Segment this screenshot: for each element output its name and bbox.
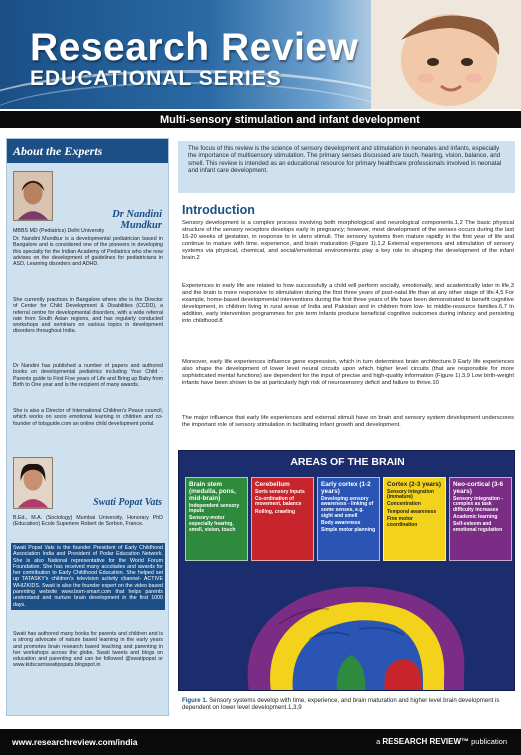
brain-illustration [209, 569, 489, 691]
stage-item: Self-esteem and emotional regulation [453, 521, 503, 534]
figure-title: AREAS OF THE BRAIN [290, 456, 405, 468]
stage-items [255, 490, 310, 516]
stage-item: Rolling, crawling [255, 508, 296, 515]
baby-photo [371, 0, 521, 112]
expert2-credentials: B.Ed., M.A. (Sociology) Mumbai University, Honorary PhD (Education) Ecole Superiere Robert de Sorbon, France. [13, 515, 163, 528]
stage-title: Cortex (2-3 years) [387, 481, 441, 488]
stage-item: Concentration [387, 501, 421, 508]
figure-caption-label: Figure 1. [182, 697, 208, 704]
stage-items [321, 497, 376, 534]
stage-brain-stem [185, 477, 248, 561]
stage-items [189, 504, 244, 534]
expert2-highlight: Swati Popat Vats is the founder President of Early Childhood Association India and President of Podar Education Network. She is also National representative for the World Forum Foundation. She has received many accolades and awards for her contribution to Early Childhood Education. She helped set up TATASKY's children's television activity channel- ACTIVE WHIZKIDS. Swati is also the founder expert on the video based parenting website www.born-smart.com that helps parents understand and nurture brain development in the first 1000 days. [11, 543, 165, 610]
stage-cortex [383, 477, 446, 561]
expert1-bio-2: She currently practices in Bangalore where she is the Director of Center for Child Development & Disabilities (CCDD), a referral centre for developmental disorders, with a wide referral rate from South Asian regions, and has regularly conducted workshops and seminars on various topics in development disorders throughout India. [13, 297, 163, 335]
article-title-bar [0, 109, 521, 128]
stage-items [453, 497, 508, 534]
expert2-bio: Swati has authored many books for parents and children and is a strong advocate of nature based learning in the early years and promotes brain research based teaching and parenting in her workshops across the globe. Swati tweets and blogs on education and parenting and can be followed @swatipopat or www.kidscarriswatipopats.blogspot.in [13, 631, 163, 669]
intro-paragraph-1: Sensory development is a complex process involving both morphological and neurological components.1,2 The basic physical structure of the sensory receptors develops early in pregnancy; however, most development of the senses occurs during the last 16-20 weeks of gestation, in response to in utero stimuli. The sensory systems then mature rapidly in the first year of life and continue to mature with time, experience, and brain maturation (Figure 1).1,2 External experiences and stimulation of sensory systems via physical, chemical, and social/emotional environments play a key role in shaping the development of the infant brain.2 [182, 220, 514, 262]
stage-item: Temporal awareness [387, 508, 437, 515]
series-label: EDUCATIONAL SERIES [30, 67, 282, 90]
stage-neo-cortical [449, 477, 512, 561]
stage-item: Body awareness [321, 519, 361, 526]
intro-paragraph-4: The major influence that early life experiences and external stimuli have on brain and sensory system development underscores the important role of sensory stimulation in facilitating infant growth and development. [182, 415, 514, 429]
expert1-bio-1: Dr. Nandini Mundkur is a developmental pediatrician based in Bangalore and is considered one of the pioneers in developing this specialty for the Indian Academy of Pediatrics who she now advises on the development of guidelines for pediatricians in ASD, Learning disorders and ADHD. [13, 236, 163, 268]
introduction-heading: Introduction [182, 203, 255, 217]
header-banner [0, 0, 521, 128]
sidebar-heading-bar [7, 139, 168, 163]
footer-bar [0, 729, 521, 755]
stage-item: Academic learning [453, 514, 498, 521]
expert2-name: Swati Popat Vats [93, 497, 162, 508]
stage-item: Sorts sensory inputs [255, 488, 305, 495]
stage-title: Cerebellum [255, 481, 290, 488]
stage-title: Early cortex (1-2 years) [321, 481, 371, 495]
stage-item: Co-ordination of movement, balance [255, 495, 302, 508]
stage-item: Sensory-motor especially hearing, smell, vision, touch [189, 515, 236, 533]
stage-item: Independent sensory inputs [189, 502, 240, 515]
expert1-photo [13, 171, 53, 221]
publisher-suffix: publication [471, 737, 507, 746]
sidebar-heading: About the Experts [13, 144, 103, 158]
stage-cerebellum [251, 477, 314, 561]
expert1-name: Dr Nandini Mundkur [112, 209, 162, 231]
stage-item: Sensory integration (immature) [387, 488, 434, 501]
review-focus-box: The focus of this review is the science of sensory development and stimulation in neonates and infants, especially the importance of multisensory stimulation. The primary senses discussed are touch, hearing, vision, balance, and smell. This review is intended as an educational resource for primary healthcare professionals involved in neonatal and infant care development. [178, 141, 515, 193]
publisher-prefix: a [376, 737, 381, 746]
stage-item: Fine motor coordination [387, 515, 418, 528]
article-title: Multi-sensory stimulation and infant development [160, 114, 420, 126]
brand-logo: Research Review [30, 26, 359, 69]
figure-caption [182, 697, 514, 712]
stage-early-cortex [317, 477, 380, 561]
expert1-bio-4: She is also a Director of International Children's Peace council, which works on socio emotional learning in children and co-founder of totsguide.com an online child development portal. [13, 408, 163, 427]
publisher-name: RESEARCH REVIEW™ [382, 737, 470, 746]
stage-item: Developing sensory awareness - linking of some senses, e.g. sight and smell [321, 495, 374, 519]
stage-item: Simple motor planning [321, 527, 376, 534]
figure-caption-text: Sensory systems develop with time, experience, and brain maturation and higher level brain development is dependent on lower level development.1,3,9 [182, 697, 500, 712]
stage-item: Sensory integration - complex as task difficulty increases [453, 495, 504, 513]
expert1-bio-3: Dr Nandini has published a number of papers and authored books on developmental pediatrics including Your Child - Parents guide to First Five years of Life and Bring up Baby from Birth to One year and is the recipient of many awards. [13, 363, 163, 388]
publisher-credit [376, 737, 507, 746]
brain-areas-figure [178, 450, 515, 691]
stage-title: Neo-cortical (3-6 years) [453, 481, 504, 495]
website-link[interactable]: www.researchreview.com/india [12, 737, 138, 747]
intro-paragraph-2: Experiences in early life are related to how successfully a child will perform socially, emotionally, and academically later in life,3 and the brain is more responsive to stimulation during the first three years of post-natal life than at any other stage of life.4,5 For example, home-based developmental interventions during the first three years of life have been demonstrated to benefit cognitive development, in children living in rural areas of India and Pakistan and in children from low- to middle-resource families.6,7 In addition, early intervention programmes for pre term infants produce beneficial cognitive outcomes during infancy and persisting into childhood.8 [182, 283, 514, 325]
stage-title: Brain stem (medulla, pons, mid-brain) [189, 481, 236, 502]
experts-sidebar [6, 138, 169, 716]
stage-items [387, 490, 442, 529]
intro-paragraph-3: Moreover, early life experiences influence gene expression, which in turn determines brain architecture.9 Early life experiences also shape the development of lower level neural circuits upon which higher level circuits (that are responsible for more sophisticated mental functions) are dependent for the input of precise and high-quality information (Figure 1).3,9 Low birth-weight infants have been shown to be at particularly high risk of neurosensory deficit and failure to thrive.10 [182, 359, 514, 387]
expert2-photo [13, 457, 53, 509]
expert1-credentials: MBBS MD (Pediatrics) Delhi University [13, 228, 105, 234]
